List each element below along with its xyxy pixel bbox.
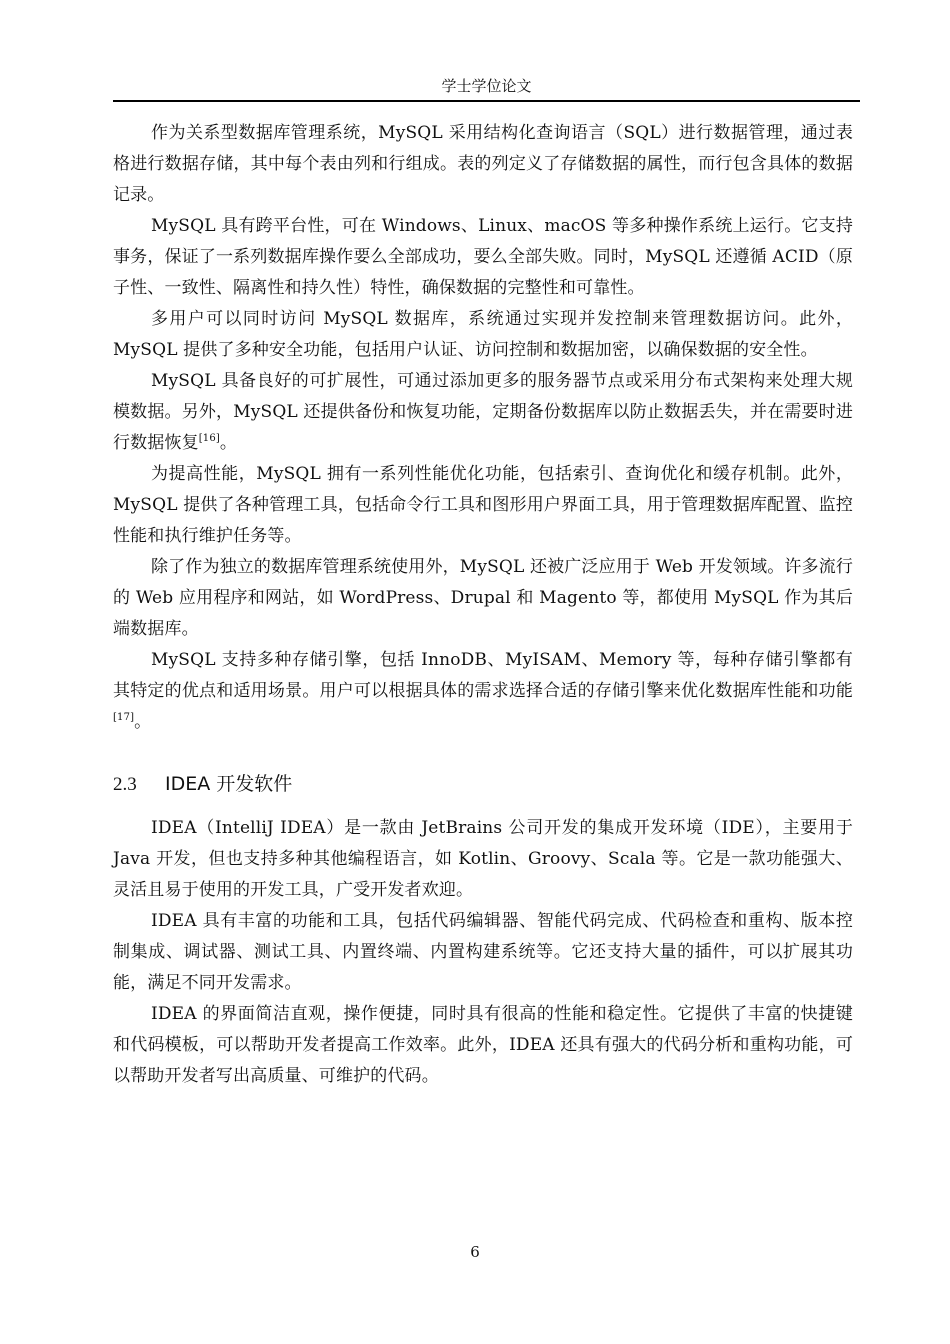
- citation-ref: [17]: [113, 712, 135, 723]
- page-number: 6: [470, 1243, 480, 1261]
- paragraph: MySQL 支持多种存储引擎，包括 InnoDB、MyISAM、Memory 等，每种存储引擎都有其特定的优点和适用场景。用户可以根据具体的需求选择合适的存储引擎来优化数据库性能和功能[17]。: [113, 650, 853, 732]
- paragraph: IDEA 具有丰富的功能和工具，包括代码编辑器、智能代码完成、代码检查和重构、版本控制集成、调试器、测试工具、内置终端、内置构建系统等。它还支持大量的插件，可以扩展其功能，满足不同开发需求。: [113, 911, 853, 993]
- section-heading: [113, 770, 853, 799]
- paragraph: IDEA 的界面简洁直观，操作便捷，同时具有很高的性能和稳定性。它提供了丰富的快捷键和代码模板，可以帮助开发者提高工作效率。此外，IDEA 还具有强大的代码分析和重构功能，可以帮助开发者写出高质量、可维护的代码。: [113, 1004, 853, 1086]
- paragraph: 多用户可以同时访问 MySQL 数据库，系统通过实现并发控制来管理数据访问。此外，MySQL 提供了多种安全功能，包括用户认证、访问控制和数据加密，以确保数据的安全性。: [113, 309, 853, 360]
- paragraph: IDEA（IntelliJ IDEA）是一款由 JetBrains 公司开发的集成开发环境（IDE），主要用于 Java 开发，但也支持多种其他编程语言，如 Kotlin、Groovy、Scala 等。它是一款功能强大、灵活且易于使用的开发工具，广受开发者欢迎。: [113, 818, 853, 900]
- paragraph: 为提高性能，MySQL 拥有一系列性能优化功能，包括索引、查询优化和缓存机制。此外，MySQL 提供了各种管理工具，包括命令行工具和图形用户界面工具，用于管理数据库配置、监控性能和执行维护任务等。: [113, 464, 853, 546]
- citation-ref: [16]: [198, 433, 220, 444]
- section-title: IDEA 开发软件: [165, 773, 293, 795]
- paragraph: 除了作为独立的数据库管理系统使用外，MySQL 还被广泛应用于 Web 开发领域。许多流行的 Web 应用程序和网站，如 WordPress、Drupal 和 Magento 等，都使用 MySQL 作为其后端数据库。: [113, 557, 853, 639]
- page-body: [113, 118, 853, 1092]
- section-number: 2.3: [113, 774, 137, 795]
- paragraph: MySQL 具备良好的可扩展性，可通过添加更多的服务器节点或采用分布式架构来处理大规模数据。另外，MySQL 还提供备份和恢复功能，定期备份数据库以防止数据丢失，并在需要时进行数据恢复[16]。: [113, 371, 853, 453]
- header-rule: [113, 100, 860, 102]
- paragraph: 作为关系型数据库管理系统，MySQL 采用结构化查询语言（SQL）进行数据管理，通过表格进行数据存储，其中每个表由列和行组成。表的列定义了存储数据的属性，而行包含具体的数据记录。: [113, 123, 853, 205]
- running-header: 学士学位论文: [441, 77, 532, 95]
- paragraph: MySQL 具有跨平台性，可在 Windows、Linux、macOS 等多种操作系统上运行。它支持事务，保证了一系列数据库操作要么全部成功，要么全部失败。同时，MySQL 还遵循 ACID（原子性、一致性、隔离性和持久性）特性，确保数据的完整性和可靠性。: [113, 216, 853, 298]
